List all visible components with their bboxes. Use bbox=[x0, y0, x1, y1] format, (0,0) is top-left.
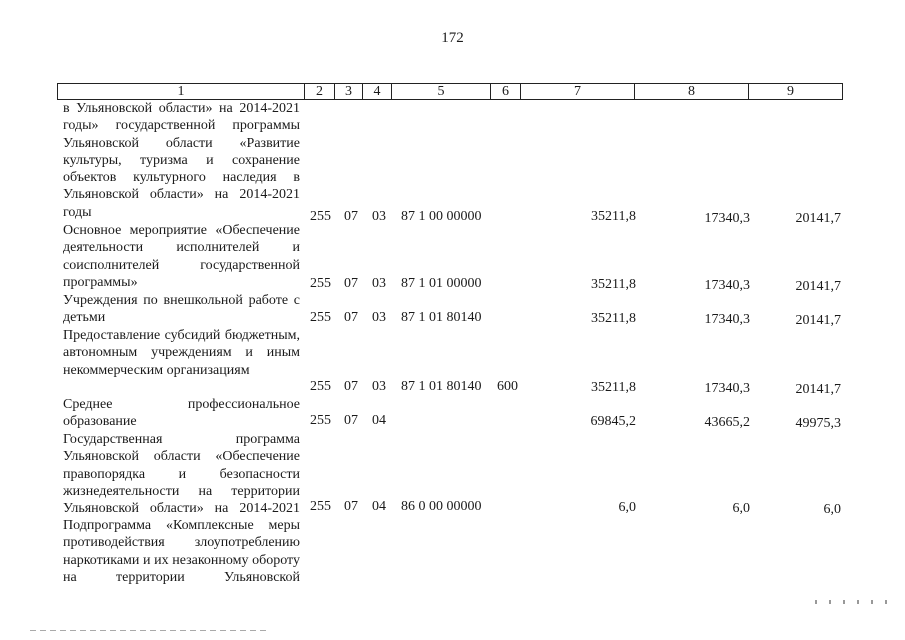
cell-col-2: 255 bbox=[310, 310, 331, 325]
cell-col-9: 49975,3 bbox=[795, 416, 841, 431]
cell-col-3: 07 bbox=[344, 499, 358, 514]
cell-col-5: 87 1 00 00000 bbox=[401, 209, 482, 224]
cell-col-2: 255 bbox=[310, 276, 331, 291]
cell-col-8: 43665,2 bbox=[704, 415, 750, 430]
cell-col-2: 255 bbox=[310, 499, 331, 514]
row-description: в Ульяновской области» на 2014-2021 годы» государственной программы Ульяновской области «Развитие культуры, туризма и сохранение объектов культурного наследия в Ульяновской области» на 2014-2021 годы bbox=[63, 101, 300, 220]
header-col-2: 2 bbox=[305, 84, 335, 99]
cell-col-7: 69845,2 bbox=[590, 414, 636, 429]
header-col-5: 5 bbox=[392, 84, 491, 99]
cell-col-8: 17340,3 bbox=[704, 381, 750, 396]
cell-col-6: 600 bbox=[497, 379, 518, 394]
cell-col-3: 07 bbox=[344, 413, 358, 428]
cell-col-3: 07 bbox=[344, 379, 358, 394]
header-col-6: 6 bbox=[491, 84, 521, 99]
cell-col-8: 6,0 bbox=[732, 501, 750, 516]
cell-col-4: 03 bbox=[372, 379, 386, 394]
cell-col-8: 17340,3 bbox=[704, 278, 750, 293]
cell-col-7: 35211,8 bbox=[591, 209, 636, 224]
scan-artifact bbox=[815, 600, 895, 604]
page-number: 172 bbox=[441, 30, 464, 46]
cell-col-9: 6,0 bbox=[823, 502, 841, 517]
cell-col-9: 20141,7 bbox=[795, 382, 841, 397]
cell-col-5: 87 1 01 80140 bbox=[401, 379, 482, 394]
cell-col-3: 07 bbox=[344, 276, 358, 291]
cell-col-7: 35211,8 bbox=[591, 380, 636, 395]
row-description: Государственная программа Ульяновской области «Обеспечение правопорядка и безопасности жизнедеятельности на территории Ульяновской области» на 2014-2021 bbox=[63, 432, 300, 517]
header-col-7: 7 bbox=[521, 84, 635, 99]
cell-col-2: 255 bbox=[310, 209, 331, 224]
cell-col-8: 17340,3 bbox=[704, 211, 750, 226]
header-col-1: 1 bbox=[58, 84, 305, 99]
table-header bbox=[57, 83, 843, 100]
cell-col-9: 20141,7 bbox=[795, 279, 841, 294]
cell-col-9: 20141,7 bbox=[795, 211, 841, 226]
cell-col-2: 255 bbox=[310, 379, 331, 394]
row-description: Учреждения по внешкольной работе с детьми bbox=[63, 293, 300, 326]
cell-col-4: 03 bbox=[372, 209, 386, 224]
row-description: Подпрограмма «Комплексные меры противодействия злоупотреблению наркотиками и их незаконному обороту на территории Ульяновской bbox=[63, 518, 300, 585]
cell-col-2: 255 bbox=[310, 413, 331, 428]
cell-col-8: 17340,3 bbox=[704, 312, 750, 327]
cell-col-5: 87 1 01 80140 bbox=[401, 310, 482, 325]
cell-col-3: 07 bbox=[344, 209, 358, 224]
row-description: Предоставление субсидий бюджетным, автономным учреждениям и иным некоммерческим организациям bbox=[63, 328, 300, 378]
cell-col-4: 04 bbox=[372, 413, 386, 428]
cell-col-3: 07 bbox=[344, 310, 358, 325]
cell-col-7: 35211,8 bbox=[591, 311, 636, 326]
cell-col-5: 87 1 01 00000 bbox=[401, 276, 482, 291]
cell-col-9: 20141,7 bbox=[795, 313, 841, 328]
cell-col-4: 03 bbox=[372, 276, 386, 291]
cell-col-5: 86 0 00 00000 bbox=[401, 499, 482, 514]
header-col-3: 3 bbox=[335, 84, 363, 99]
cell-col-7: 35211,8 bbox=[591, 277, 636, 292]
header-col-9: 9 bbox=[787, 83, 794, 99]
scan-artifact bbox=[30, 630, 270, 631]
cell-col-4: 03 bbox=[372, 310, 386, 325]
cell-col-4: 04 bbox=[372, 499, 386, 514]
row-description: Основное мероприятие «Обеспечение деятельности исполнителей и соисполнителей государственной программы» bbox=[63, 223, 300, 290]
cell-col-7: 6,0 bbox=[618, 500, 636, 515]
header-col-8: 8 bbox=[635, 84, 749, 99]
header-col-4: 4 bbox=[363, 84, 392, 99]
row-description: Среднее профессиональное образование bbox=[63, 397, 300, 430]
